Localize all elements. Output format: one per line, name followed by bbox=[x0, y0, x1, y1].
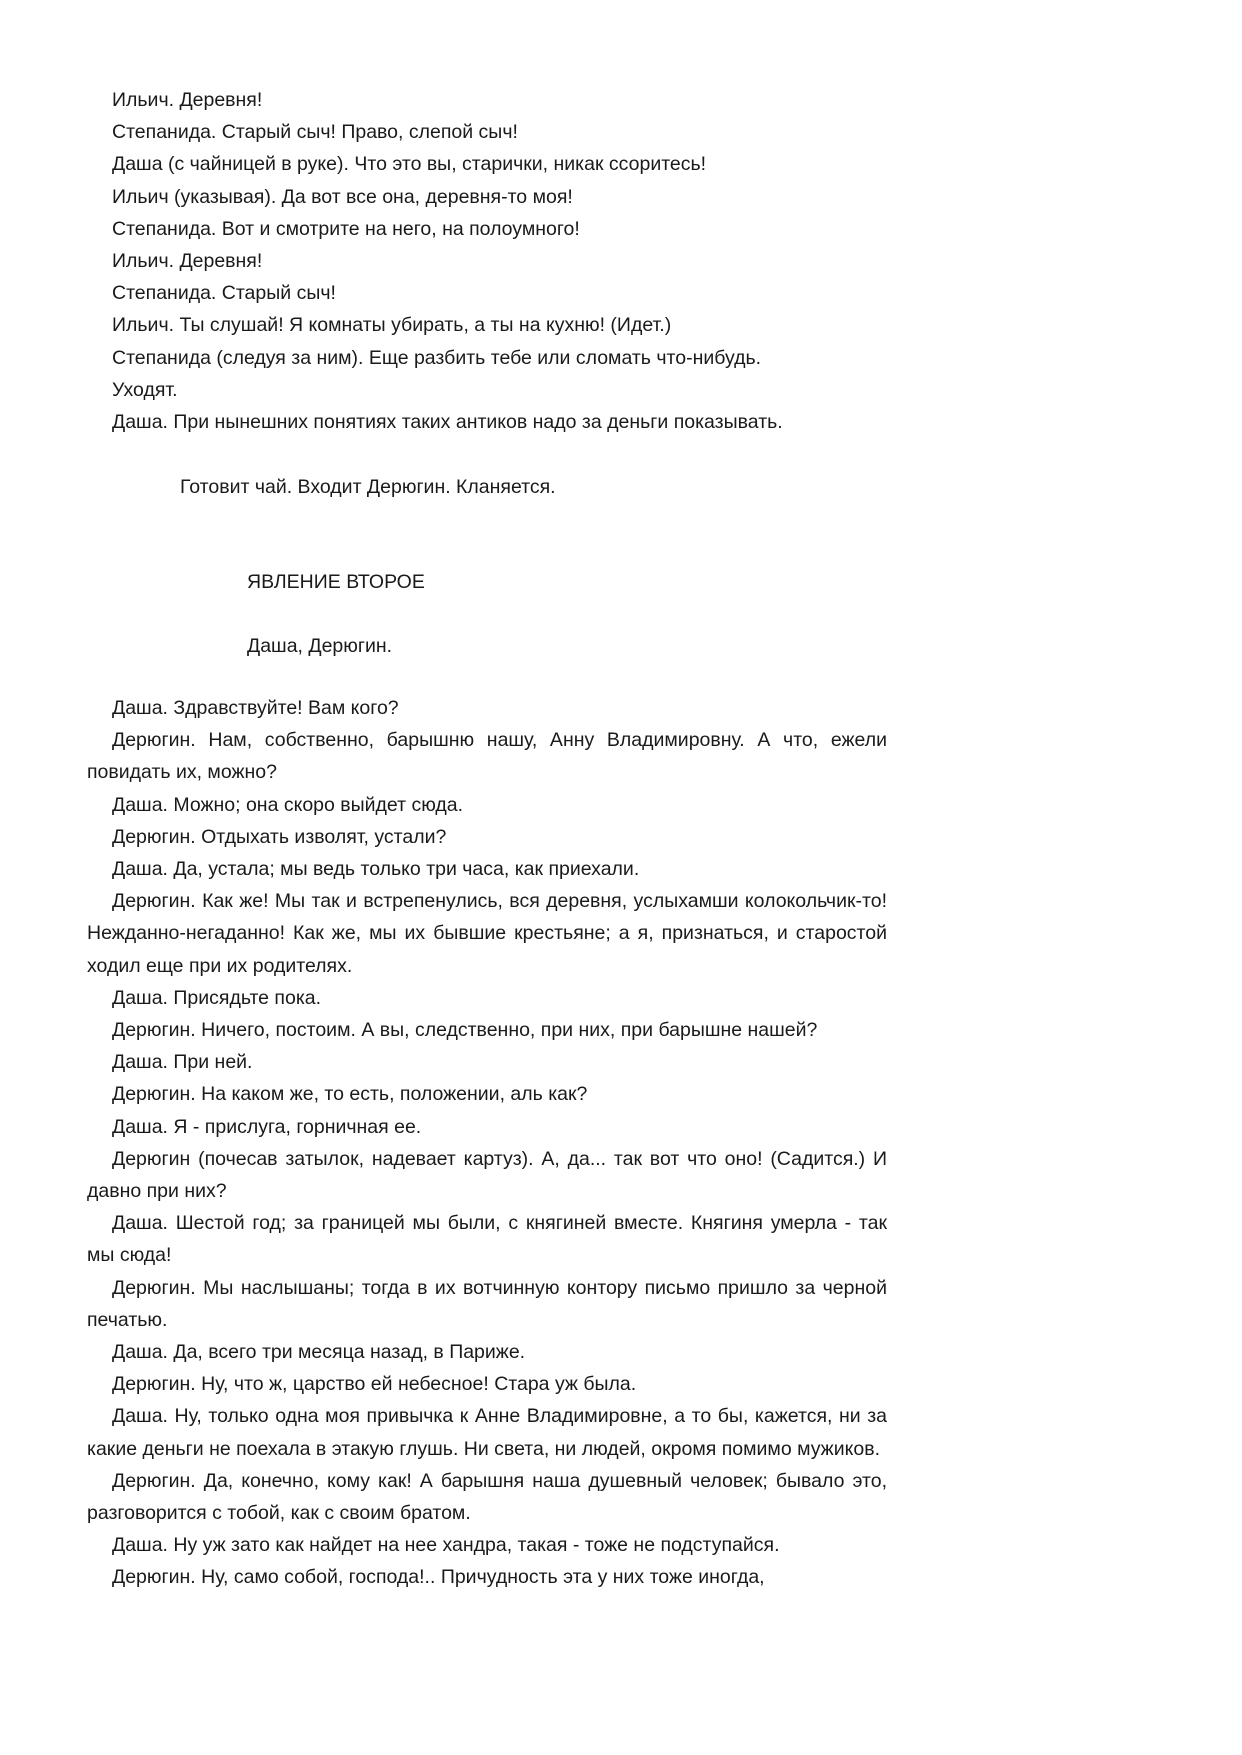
dialogue-paragraph: Даша. Шестой год; за границей мы были, с княгиней вместе. Княгиня умерла - так мы сюда! bbox=[87, 1212, 887, 1267]
scene-cast: Даша, Дерюгин. bbox=[247, 635, 393, 657]
stage-direction: Готовит чай. Входит Дерюгин. Кланяется. bbox=[180, 476, 556, 498]
dialogue-paragraph: Даша. Присядьте пока. bbox=[112, 986, 322, 1009]
dialogue-paragraph: Даша. Можно; она скоро выйдет сюда. bbox=[112, 793, 464, 816]
dialogue-paragraph: Дерюгин. Ничего, постоим. А вы, следственно, при них, при барышне нашей? bbox=[112, 1019, 818, 1042]
scene-title: ЯВЛЕНИЕ ВТОРОЕ bbox=[247, 571, 425, 593]
dialogue-line: Ильич. Ты слушай! Я комнаты убирать, а ты на кухню! (Идет.) bbox=[112, 314, 672, 337]
dialogue-block-top bbox=[87, 84, 887, 438]
dialogue-paragraph: Дерюгин (почесав затылок, надевает картуз). А, да... так вот что оно! (Садится.) И давно при них? bbox=[87, 1147, 887, 1203]
dialogue-paragraph: Даша. Да, всего три месяца назад, в Париже. bbox=[112, 1341, 526, 1364]
dialogue-paragraph: Даша. Я - прислуга, горничная ее. bbox=[112, 1115, 422, 1138]
dialogue-block-main bbox=[87, 692, 887, 1594]
dialogue-line: Даша (с чайницей в руке). Что это вы, старички, никак ссоритесь! bbox=[112, 153, 707, 176]
dialogue-paragraph: Дерюгин. Да, конечно, кому как! А барышня наша душевный человек; бывало это, разговорится с тобой, как с своим братом. bbox=[87, 1469, 887, 1525]
dialogue-paragraph: Дерюгин. Как же! Мы так и встрепенулись, вся деревня, услыхамши колокольчик-то! Нежданно-негаданно! Как же, мы их бывшие крестьяне; а я, признаться, и старостой ходил еще при их родителях. bbox=[87, 890, 887, 977]
dialogue-line: Ильич. Деревня! bbox=[112, 89, 263, 111]
dialogue-paragraph: Даша. Здравствуйте! Вам кого? bbox=[112, 697, 399, 719]
dialogue-line: Степанида. Старый сыч! bbox=[112, 282, 336, 305]
stage-note-exit: Уходят. bbox=[112, 378, 178, 401]
dialogue-paragraph: Дерюгин. Ну, что ж, царство ей небесное! Стара уж была. bbox=[112, 1373, 637, 1396]
dialogue-paragraph: Дерюгин. Мы наслышаны; тогда в их вотчинную контору письмо пришло за черной печатью. bbox=[87, 1276, 887, 1331]
dialogue-line: Степанида (следуя за ним). Еще разбить тебе или сломать что-нибудь. bbox=[112, 346, 762, 369]
dialogue-line: Ильич. Деревня! bbox=[112, 250, 263, 273]
dialogue-paragraph: Дерюгин. Нам, собственно, барышню нашу, Анну Владимировну. А что, ежели повидать их, можно? bbox=[87, 729, 887, 784]
dialogue-line: Степанида. Старый сыч! Право, слепой сыч! bbox=[112, 121, 518, 144]
dialogue-paragraph: Даша. Ну, только одна моя привычка к Анне Владимировне, а то бы, кажется, ни за какие деньги не поехала в этакую глушь. Ни света, ни людей, окромя помимо мужиков. bbox=[87, 1405, 887, 1460]
dialogue-paragraph: Дерюгин. На каком же, то есть, положении, аль как? bbox=[112, 1083, 588, 1106]
dialogue-line: Степанида. Вот и смотрите на него, на полоумного! bbox=[112, 217, 580, 240]
dialogue-paragraph: Даша. Ну уж зато как найдет на нее хандра, такая - тоже не подступайся. bbox=[112, 1534, 780, 1557]
dialogue-line: Ильич (указывая). Да вот все она, деревня-то моя! bbox=[112, 185, 573, 208]
dialogue-paragraph: Даша. Да, устала; мы ведь только три часа, как приехали. bbox=[112, 858, 640, 881]
dialogue-paragraph: Дерюгин. Ну, само собой, господа!.. Причудность эта у них тоже иногда, bbox=[112, 1566, 765, 1589]
dialogue-paragraph: Дерюгин. Отдыхать изволят, устали? bbox=[112, 825, 447, 848]
dialogue-line: Даша. При нынешних понятиях таких антиков надо за деньги показывать. bbox=[112, 411, 783, 434]
dialogue-paragraph: Даша. При ней. bbox=[112, 1051, 253, 1074]
